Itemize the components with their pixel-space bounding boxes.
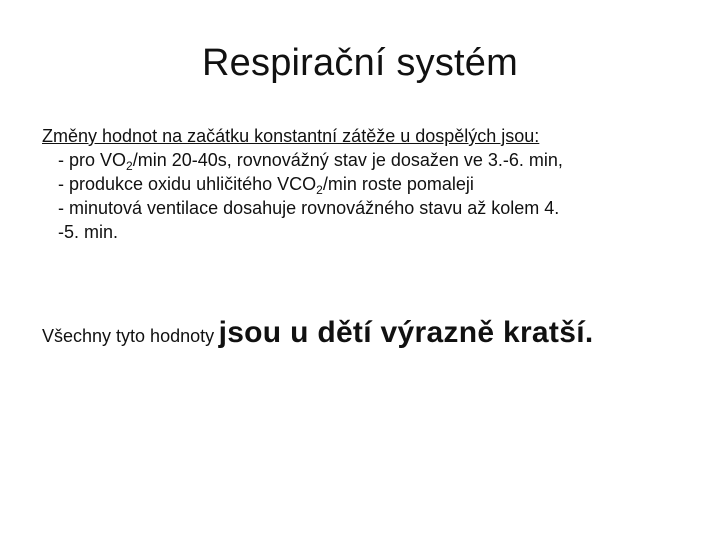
bullet-ventilation-line2: -5. min. (58, 222, 119, 242)
bullet-vo2 (58, 148, 692, 172)
summary-emphasis-text: jsou u dětí výrazně kratší. (218, 316, 594, 349)
bullet-vco2 (58, 172, 692, 196)
summary-small-text: Všechny tyto hodnoty (42, 326, 215, 346)
bullet-vo2-pre: - pro VO (58, 150, 127, 170)
bullet-vco2-sub: 2 (316, 183, 323, 197)
summary-line (42, 316, 692, 350)
bullet-vco2-pre: - produkce oxidu uhličitého VCO (58, 174, 317, 194)
bullet-ventilation-line1: - minutová ventilace dosahuje rovnovážného stavu až kolem 4. (58, 198, 560, 218)
bullet-list (42, 148, 692, 244)
bullet-vo2-post: /min 20-40s, rovnovážný stav je dosažen ve 3.-6. min, (132, 150, 563, 170)
intro-text: Změny hodnot na začátku konstantní zátěže u dospělých jsou: (42, 126, 540, 146)
bullet-vo2-sub: 2 (126, 159, 133, 173)
slide-title: Respirační systém (202, 42, 518, 84)
bullet-vco2-post: /min roste pomaleji (322, 174, 474, 194)
slide-body (42, 124, 692, 244)
